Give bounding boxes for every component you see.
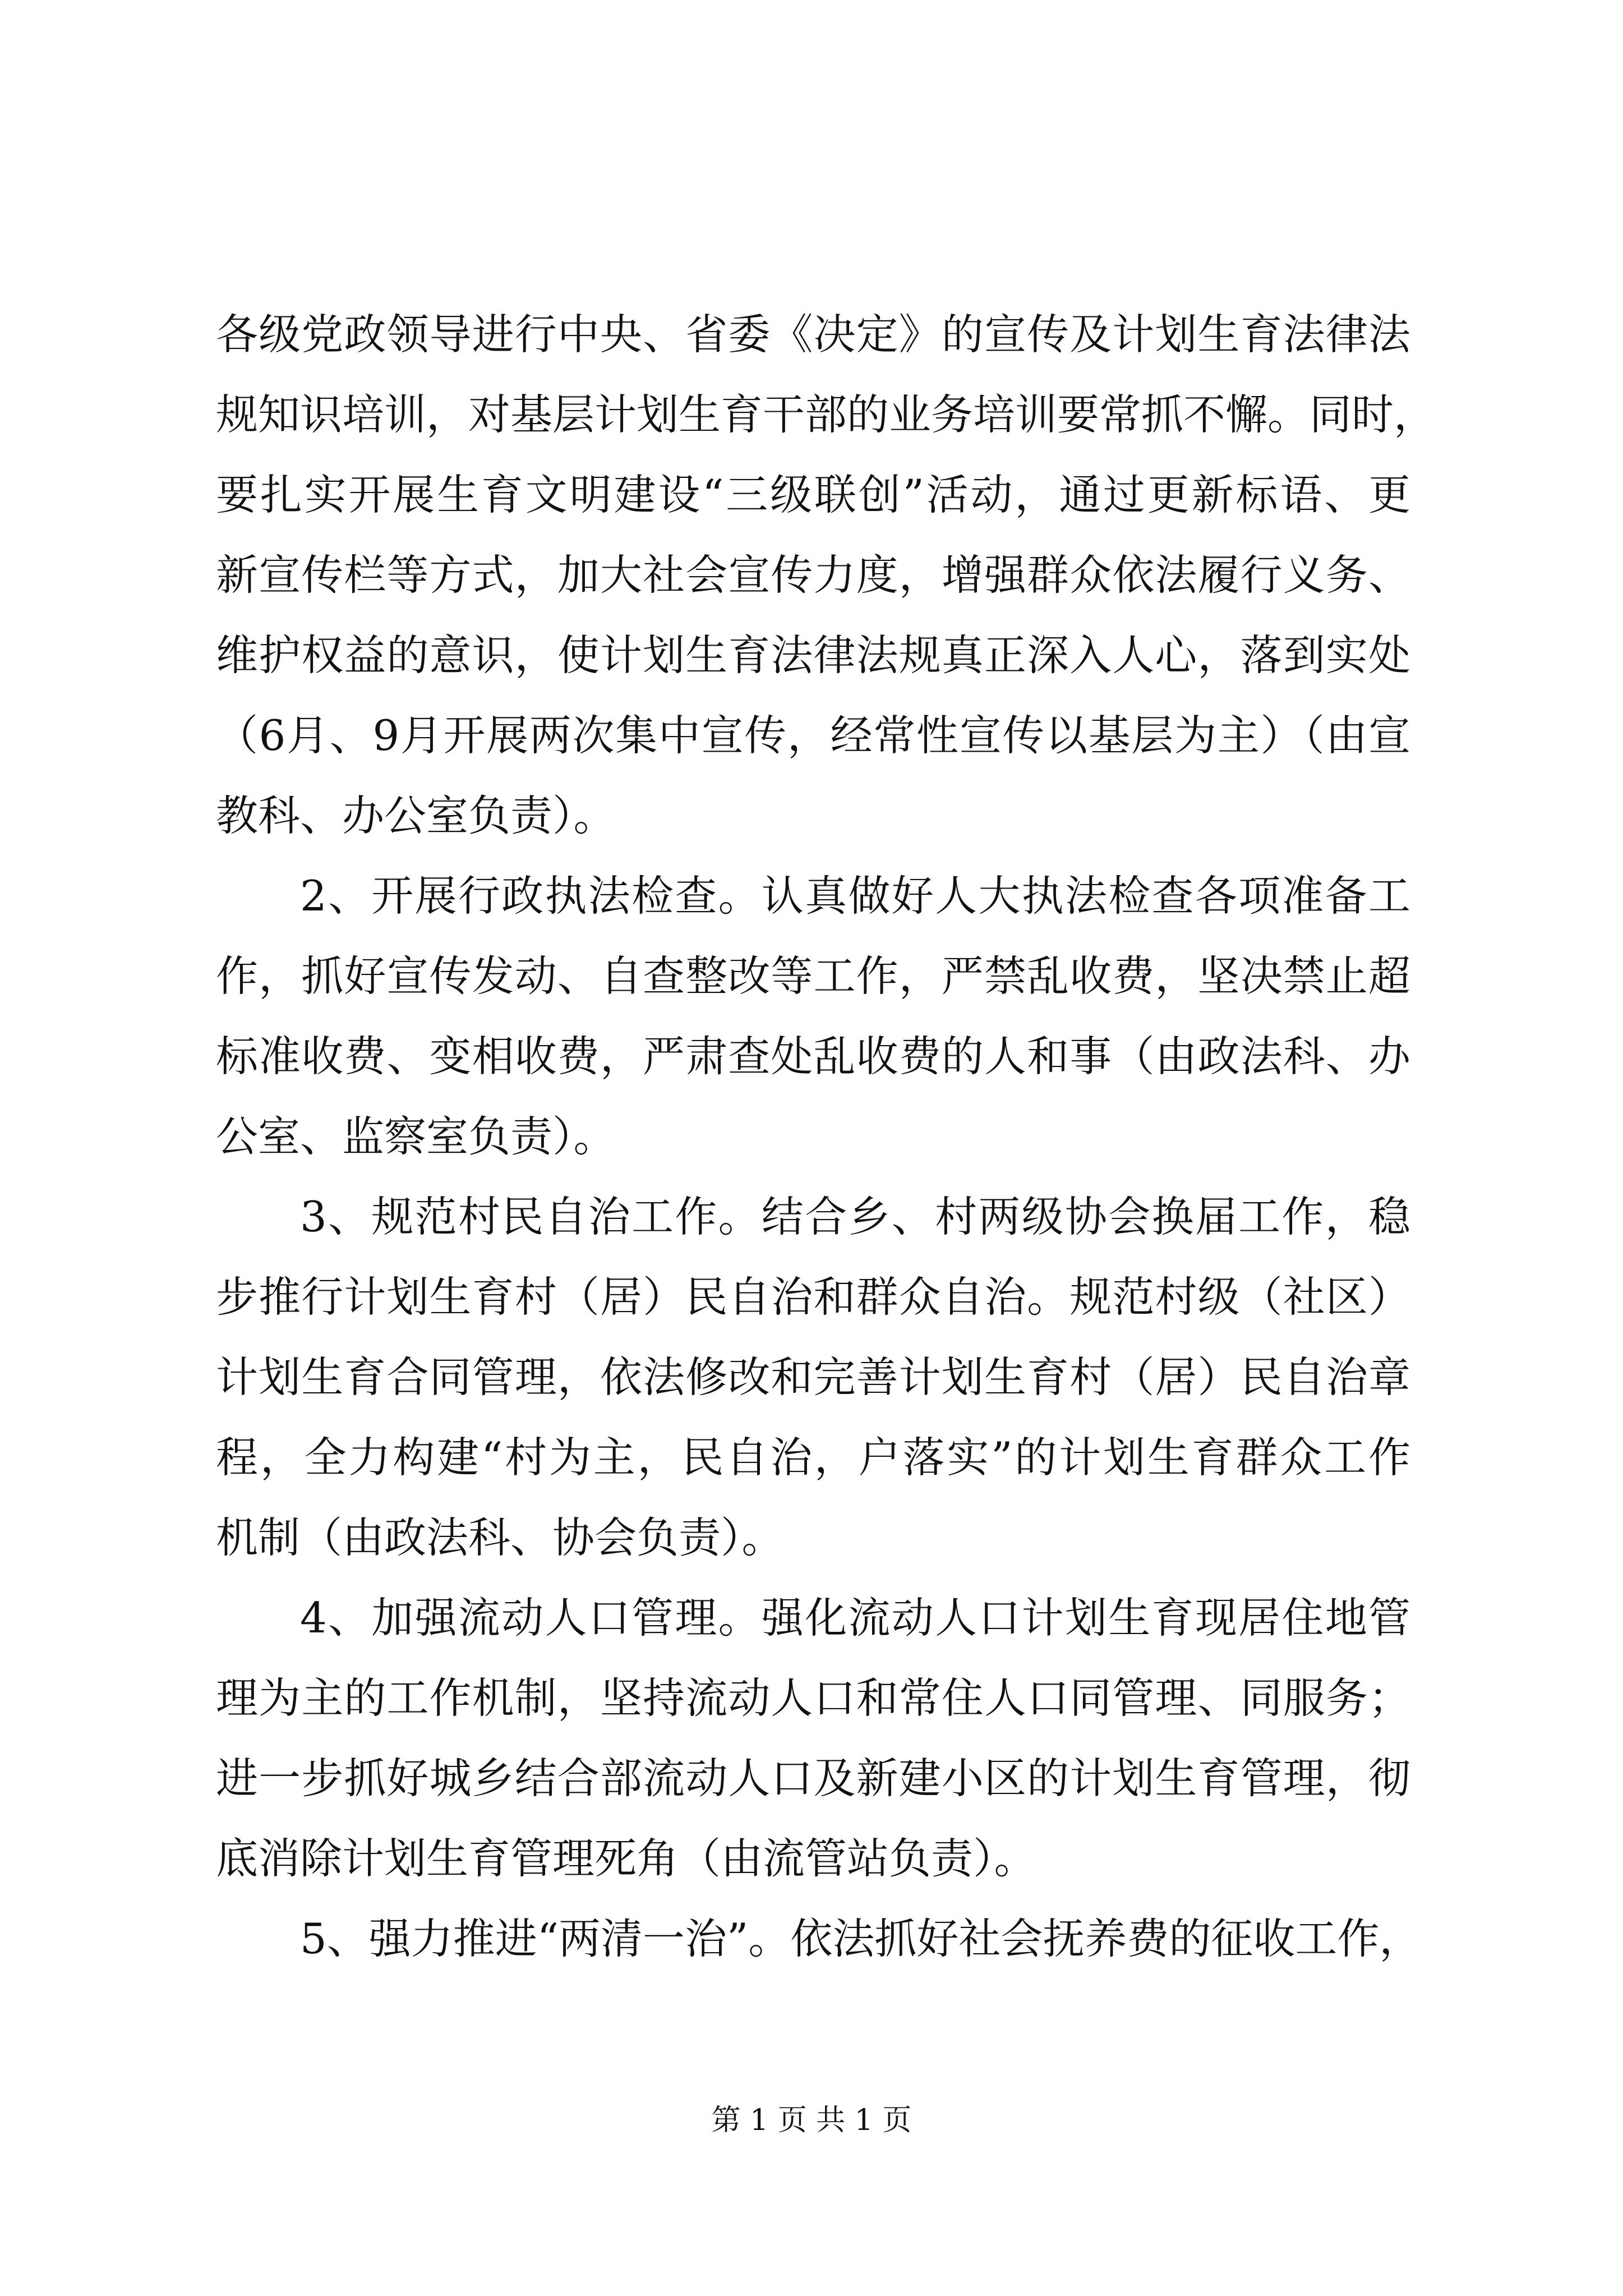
page-footer (0, 2101, 1623, 2140)
text-line: （6月、9月开展两次集中宣传，经常性宣传以基层为主）（由宣 (216, 711, 1410, 760)
text-line: 新宣传栏等方式，加大社会宣传力度，增强群众依法履行义务、 (216, 550, 1410, 600)
paragraph-first-line: 5、强力推进“两清一治”。依法抓好社会抚养费的征收工作， (300, 1914, 1422, 1963)
text-line: 教科、办公室负责）。 (216, 791, 616, 840)
text-line: 要扎实开展生育文明建设“三级联创”活动，通过更新标语、更 (216, 470, 1410, 519)
text-line: 各级党政领导进行中央、省委《决定》的宣传及计划生育法律法 (216, 310, 1410, 359)
text-line: 公室、监察室负责）。 (216, 1112, 616, 1161)
paragraph-first-line: 4、加强流动人口管理。强化流动人口计划生育现居住地管 (300, 1593, 1410, 1642)
text-line: 规知识培训，对基层计划生育干部的业务培训要常抓不懈。同时， (216, 390, 1436, 439)
text-line: 作，抓好宣传发动、自查整改等工作，严禁乱收费，坚决禁止超 (216, 951, 1410, 1001)
text-line: 底消除计划生育管理死角（由流管站负责）。 (216, 1834, 1036, 1883)
text-line: 机制（由政法科、协会负责）。 (216, 1513, 784, 1562)
document-body (216, 295, 1436, 1979)
text-line: 维护权益的意识，使计划生育法律法规真正深入人心，落到实处 (216, 631, 1410, 680)
text-line: 理为主的工作机制，坚持流动人口和常住人口同管理、同服务； (216, 1673, 1410, 1723)
text-line: 步推行计划生育村（居）民自治和群众自治。规范村级（社区） (216, 1272, 1410, 1322)
paragraph-first-line: 3、规范村民自治工作。结合乡、村两级协会换届工作，稳 (300, 1192, 1410, 1241)
page-number-label: 第 1 页 共 1 页 (711, 2104, 912, 2137)
paragraph-first-line: 2、开展行政执法检查。认真做好人大执法检查各项准备工 (300, 871, 1410, 921)
text-line: 进一步抓好城乡结合部流动人口及新建小区的计划生育管理，彻 (216, 1754, 1410, 1803)
text-line: 计划生育合同管理，依法修改和完善计划生育村（居）民自治章 (216, 1352, 1410, 1402)
text-line: 标准收费、变相收费，严肃查处乱收费的人和事（由政法科、办 (216, 1032, 1410, 1081)
text-line: 程，全力构建“村为主，民自治，户落实”的计划生育群众工作 (216, 1433, 1410, 1482)
